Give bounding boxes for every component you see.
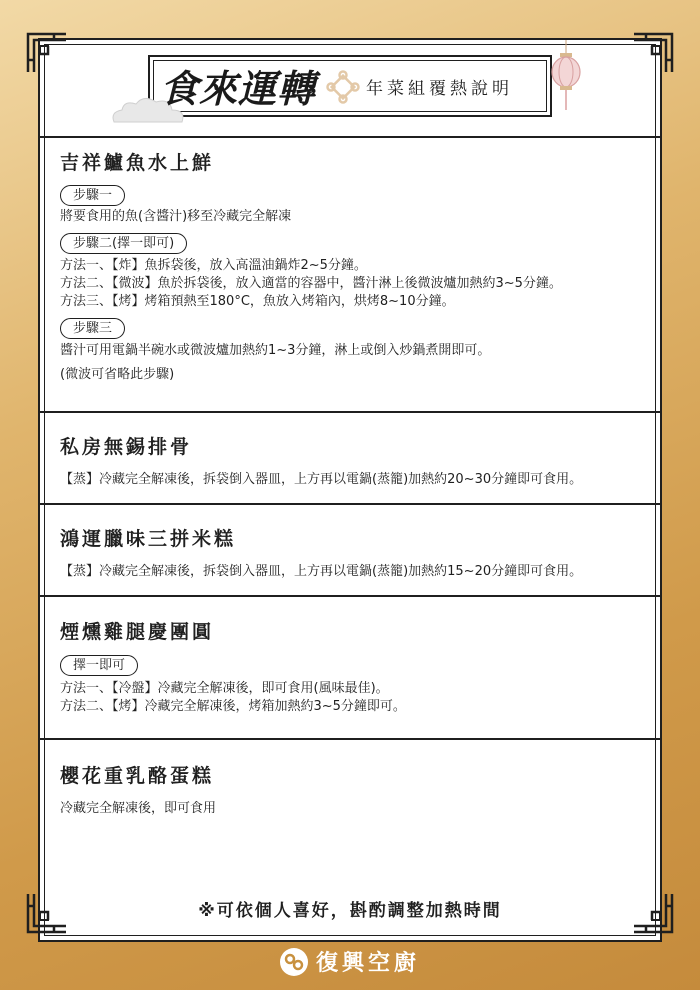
dish-section-5: [60, 761, 660, 818]
step-label: 步驟一: [60, 185, 125, 206]
instruction-line: 方法一、【炸】魚拆袋後，放入高溫油鍋炸2~5分鐘。: [60, 258, 367, 273]
section-divider: [40, 503, 660, 505]
dish-title: 吉祥鱸魚水上鮮: [60, 152, 215, 174]
lantern-icon: [548, 40, 584, 112]
instruction-line: 醬汁可用電鍋半碗水或微波爐加熱約1~3分鐘，淋上或倒入炒鍋煮開即可。: [60, 343, 491, 358]
footer-note: ※可依個人喜好，斟酌調整加熱時間: [198, 901, 502, 921]
instruction-line: 方法一、【冷盤】冷藏完全解凍後，即可食用(風味最佳)。: [60, 681, 389, 696]
instruction-line: 【蒸】冷藏完全解凍後，拆袋倒入器皿，上方再以電鍋(蒸籠)加熱約20~30分鐘即可食用。: [60, 472, 583, 487]
brand-name: 復興空廚: [315, 951, 420, 976]
dish-title: 鴻運臘味三拼米糕: [60, 528, 237, 550]
section-divider: [40, 595, 660, 597]
step-label: 擇一即可: [60, 655, 138, 676]
dish-section-3: [60, 524, 660, 581]
instruction-line: 冷藏完全解凍後，即可食用: [60, 801, 217, 816]
chinese-knot-icon: [326, 70, 360, 104]
instruction-line: 方法二、【微波】魚於拆袋後，放入適當的容器中，醬汁淋上後微波爐加熱約3~5分鐘。: [60, 276, 562, 291]
step-label: 步驟二(擇一即可): [60, 233, 187, 254]
corner-ornament-icon: [630, 30, 676, 76]
corner-ornament-icon: [24, 30, 70, 76]
instruction-line: 方法三、【烤】烤箱預熱至180°C，魚放入烤箱內，烘烤8~10分鐘。: [60, 294, 455, 309]
instruction-line: 將要食用的魚(含醬汁)移至冷藏完全解凍: [60, 209, 292, 224]
dish-title: 櫻花重乳酪蛋糕: [60, 765, 215, 787]
instruction-line: 方法二、【烤】冷藏完全解凍後，烤箱加熱約3~5分鐘即可。: [60, 699, 406, 714]
step-label: 步驟三: [60, 318, 125, 339]
dish-title: 私房無錫排骨: [60, 436, 193, 458]
dish-section-1: [60, 148, 660, 384]
section-divider: [40, 411, 660, 413]
brand-title: 食來運轉: [160, 66, 317, 111]
dish-title: 煙燻雞腿慶團圓: [60, 621, 215, 643]
footer-brand: [0, 946, 700, 978]
section-divider: [40, 136, 660, 138]
instruction-line: 【蒸】冷藏完全解凍後，拆袋倒入器皿，上方再以電鍋(蒸籠)加熱約15~20分鐘即可食用。: [60, 564, 583, 579]
dish-section-4: [60, 617, 660, 716]
instruction-note: (微波可省略此步驟): [60, 367, 175, 382]
section-divider: [40, 738, 660, 740]
page-subtitle: 年菜組覆熱說明: [366, 79, 513, 99]
dish-section-2: [60, 432, 660, 489]
brand-logo-icon: [280, 948, 308, 976]
